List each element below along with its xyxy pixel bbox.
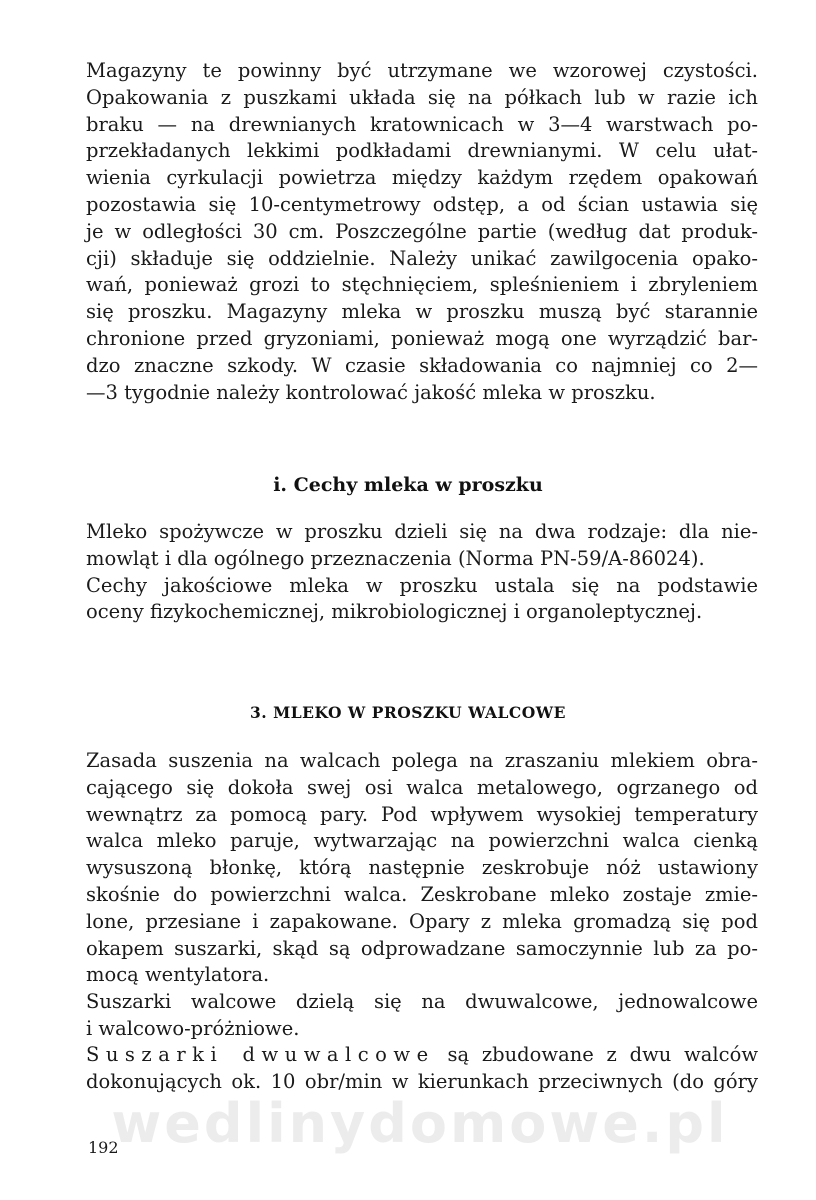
text-line: braku — na drewnianych kratownicach w 3—4 warstwach po- [86, 112, 758, 136]
text-line: wewnątrz za pomocą pary. Pod wpływem wysokiej temperatury [86, 802, 758, 826]
text-line: wysuszoną błonkę, którą następnie zeskrobuje nóż ustawiony [86, 856, 758, 880]
text-line: dzo znaczne szkody. W czasie składowania co najmniej co 2— [86, 353, 758, 377]
text-line: Suszarki walcowe dzielą się na dwuwalcowe, jednowalcowe [86, 990, 758, 1014]
spaced-term: Suszarki dwuwalcowe [86, 1043, 435, 1066]
text-line: cji) składuje się oddzielnie. Należy unikać zawilgocenia opako- [86, 246, 758, 270]
section-heading-roller-dried-milk: 3. MLEKO W PROSZKU WALCOWE [250, 703, 566, 722]
text-line: się proszku. Magazyny mleka w proszku muszą być starannie [86, 300, 758, 324]
text-line: wań, ponieważ grozi to stęchnięciem, spleśnieniem i zbryleniem [86, 273, 758, 297]
text-line [86, 1042, 758, 1069]
paragraph-milk-powder-types [86, 519, 758, 626]
paragraph-double-roller-dryers [86, 1042, 758, 1096]
text-line: przekładanych lekkimi podkładami drewnianymi. W celu ułat- [86, 139, 758, 163]
text-line: mowląt i dla ogólnego przeznaczenia (Norma PN-59/A-86024). [86, 546, 705, 570]
section-heading-milk-powder-features: i. Cechy mleka w proszku [273, 474, 543, 496]
text-line: je w odległości 30 cm. Poszczególne partie (według dat produk- [86, 219, 758, 243]
text-line: mocą wentylatora. [86, 963, 270, 987]
page-number: 192 [88, 1138, 119, 1157]
watermark: wedlinydomowe.pl [111, 1092, 729, 1155]
text-line: i walcowo-próżniowe. [86, 1016, 300, 1040]
line-rest: są zbudowane z dwu walców [447, 1043, 759, 1066]
text-line: okapem suszarki, skąd są odprowadzane samoczynnie lub za po- [86, 936, 758, 960]
text-line: Cechy jakościowe mleka w proszku ustala się na podstawie [86, 573, 758, 597]
text-line: —3 tygodnie należy kontrolować jakość mleka w proszku. [86, 380, 656, 404]
text-line: walca mleko paruje, wytwarzając na powierzchni walca cienką [86, 829, 758, 853]
paragraph-roller-drying [86, 748, 758, 1043]
text-line: Magazyny te powinny być utrzymane we wzorowej czystości. [86, 59, 758, 82]
text-line: chronione przed gryzoniami, ponieważ mogą one wyrządzić bar- [86, 326, 758, 350]
paragraph-storage [86, 58, 758, 406]
text-line: cającego się dokoła swej osi walca metalowego, ogrzanego od [86, 775, 758, 799]
text-line: wienia cyrkulacji powietrza między każdym rzędem opakowań [86, 166, 758, 190]
text-line: dokonujących ok. 10 obr/min w kierunkach przeciwnych (do góry [86, 1069, 758, 1093]
text-line: lone, przesiane i zapakowane. Opary z mleka gromadzą się pod [86, 909, 758, 933]
text-line: Opakowania z puszkami układa się na półkach lub w razie ich [86, 85, 758, 109]
text-line: Zasada suszenia na walcach polega na zraszaniu mlekiem obra- [86, 749, 758, 772]
text-line: oceny fizykochemicznej, mikrobiologicznej i organoleptycznej. [86, 600, 703, 624]
text-line: pozostawia się 10-centymetrowy odstęp, a od ścian ustawia się [86, 192, 758, 216]
text-line: skośnie do powierzchni walca. Zeskrobane mleko zostaje zmie- [86, 882, 758, 906]
text-line: Mleko spożywcze w proszku dzieli się na dwa rodzaje: dla nie- [86, 520, 758, 543]
